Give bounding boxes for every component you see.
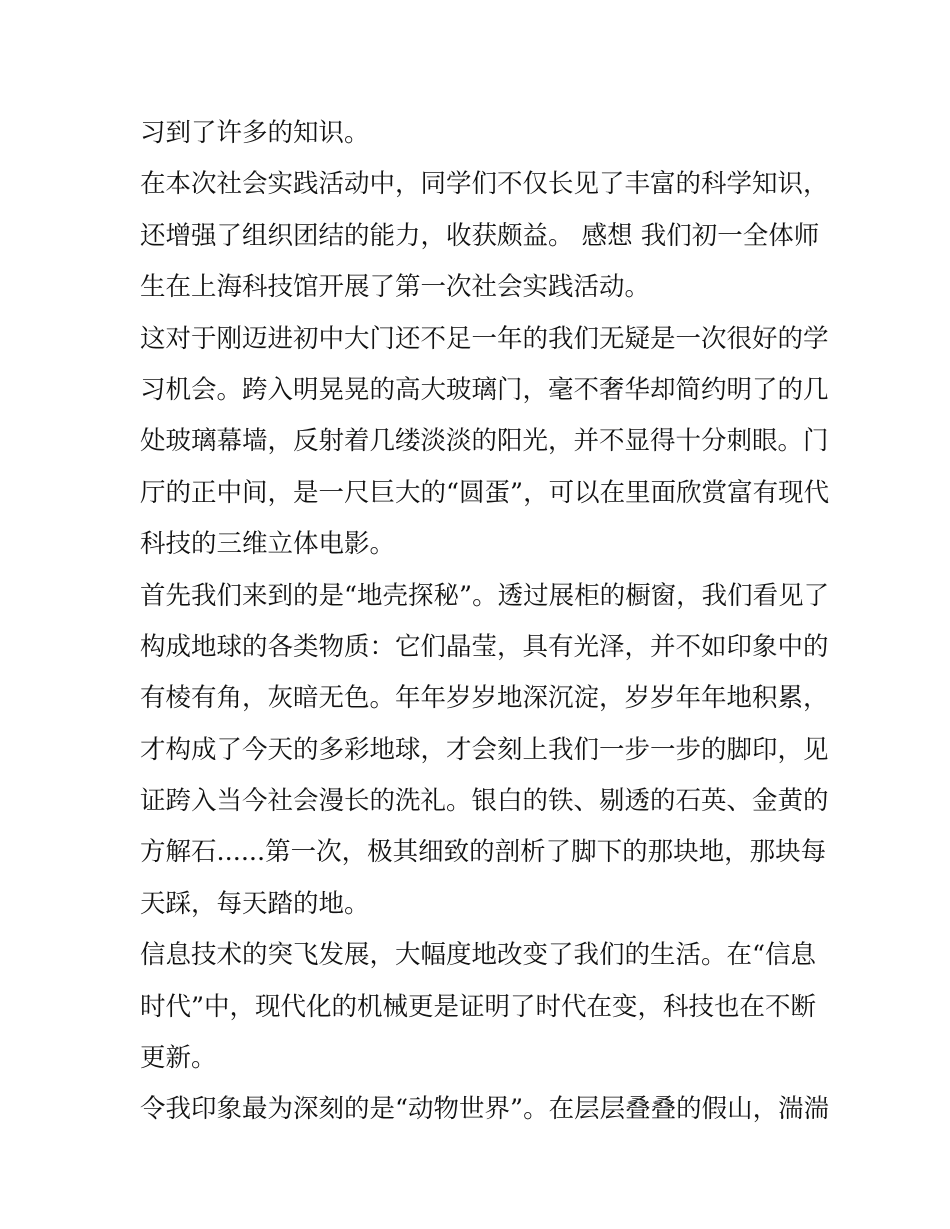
text-line: 这对于刚迈进初中大门还不足一年的我们无疑是一次很好的学 [140,323,829,354]
text-line: 信息技术的突飞发展，大幅度地改变了我们的生活。在“信息 [140,940,817,971]
document-body [140,108,830,1136]
text-line: 处玻璃幕墙，反射着几缕淡淡的阳光，并不显得十分刺眼。门 [140,426,829,457]
text-line: 才构成了今天的多彩地球，才会刻上我们一步一步的脚印，见 [140,734,829,765]
text-line: 科技的三维立体电影。 [140,529,396,560]
text-line: 生在上海科技馆开展了第一次社会实践活动。 [140,272,651,303]
text-line: 首先我们来到的是“地壳探秘”。透过展柜的橱窗，我们看见了 [140,580,830,611]
text-line: 令我印象最为深刻的是“动物世界”。在层层叠叠的假山，湍湍 [140,1094,830,1125]
text-line: 天踩，每天踏的地。 [140,888,370,919]
text-line: 证跨入当今社会漫长的洗礼。银白的铁、剔透的石英、金黄的 [140,786,829,817]
text-line: 还增强了组织团结的能力，收获颇益。 感想 我们初一全体师 [140,220,820,251]
text-line: 习到了许多的知识。 [140,118,370,148]
text-line: 在本次社会实践活动中，同学们不仅长见了丰富的科学知识， [140,169,829,200]
text-line: 时代”中，现代化的机械更是证明了时代在变，科技也在不断 [140,991,817,1022]
text-line: 方解石......第一次，极其细致的剖析了脚下的那块地，那块每 [140,837,827,868]
text-line: 厅的正中间，是一尺巨大的“圆蛋”，可以在里面欣赏富有现代 [140,477,830,508]
text-line: 更新。 [140,1043,217,1074]
text-line: 习机会。跨入明晃晃的高大玻璃门，毫不奢华却简约明了的几 [140,374,829,405]
text-line: 有棱有角，灰暗无色。年年岁岁地深沉淀，岁岁年年地积累， [140,683,829,714]
text-line: 构成地球的各类物质：它们晶莹，具有光泽，并不如印象中的 [140,631,829,662]
